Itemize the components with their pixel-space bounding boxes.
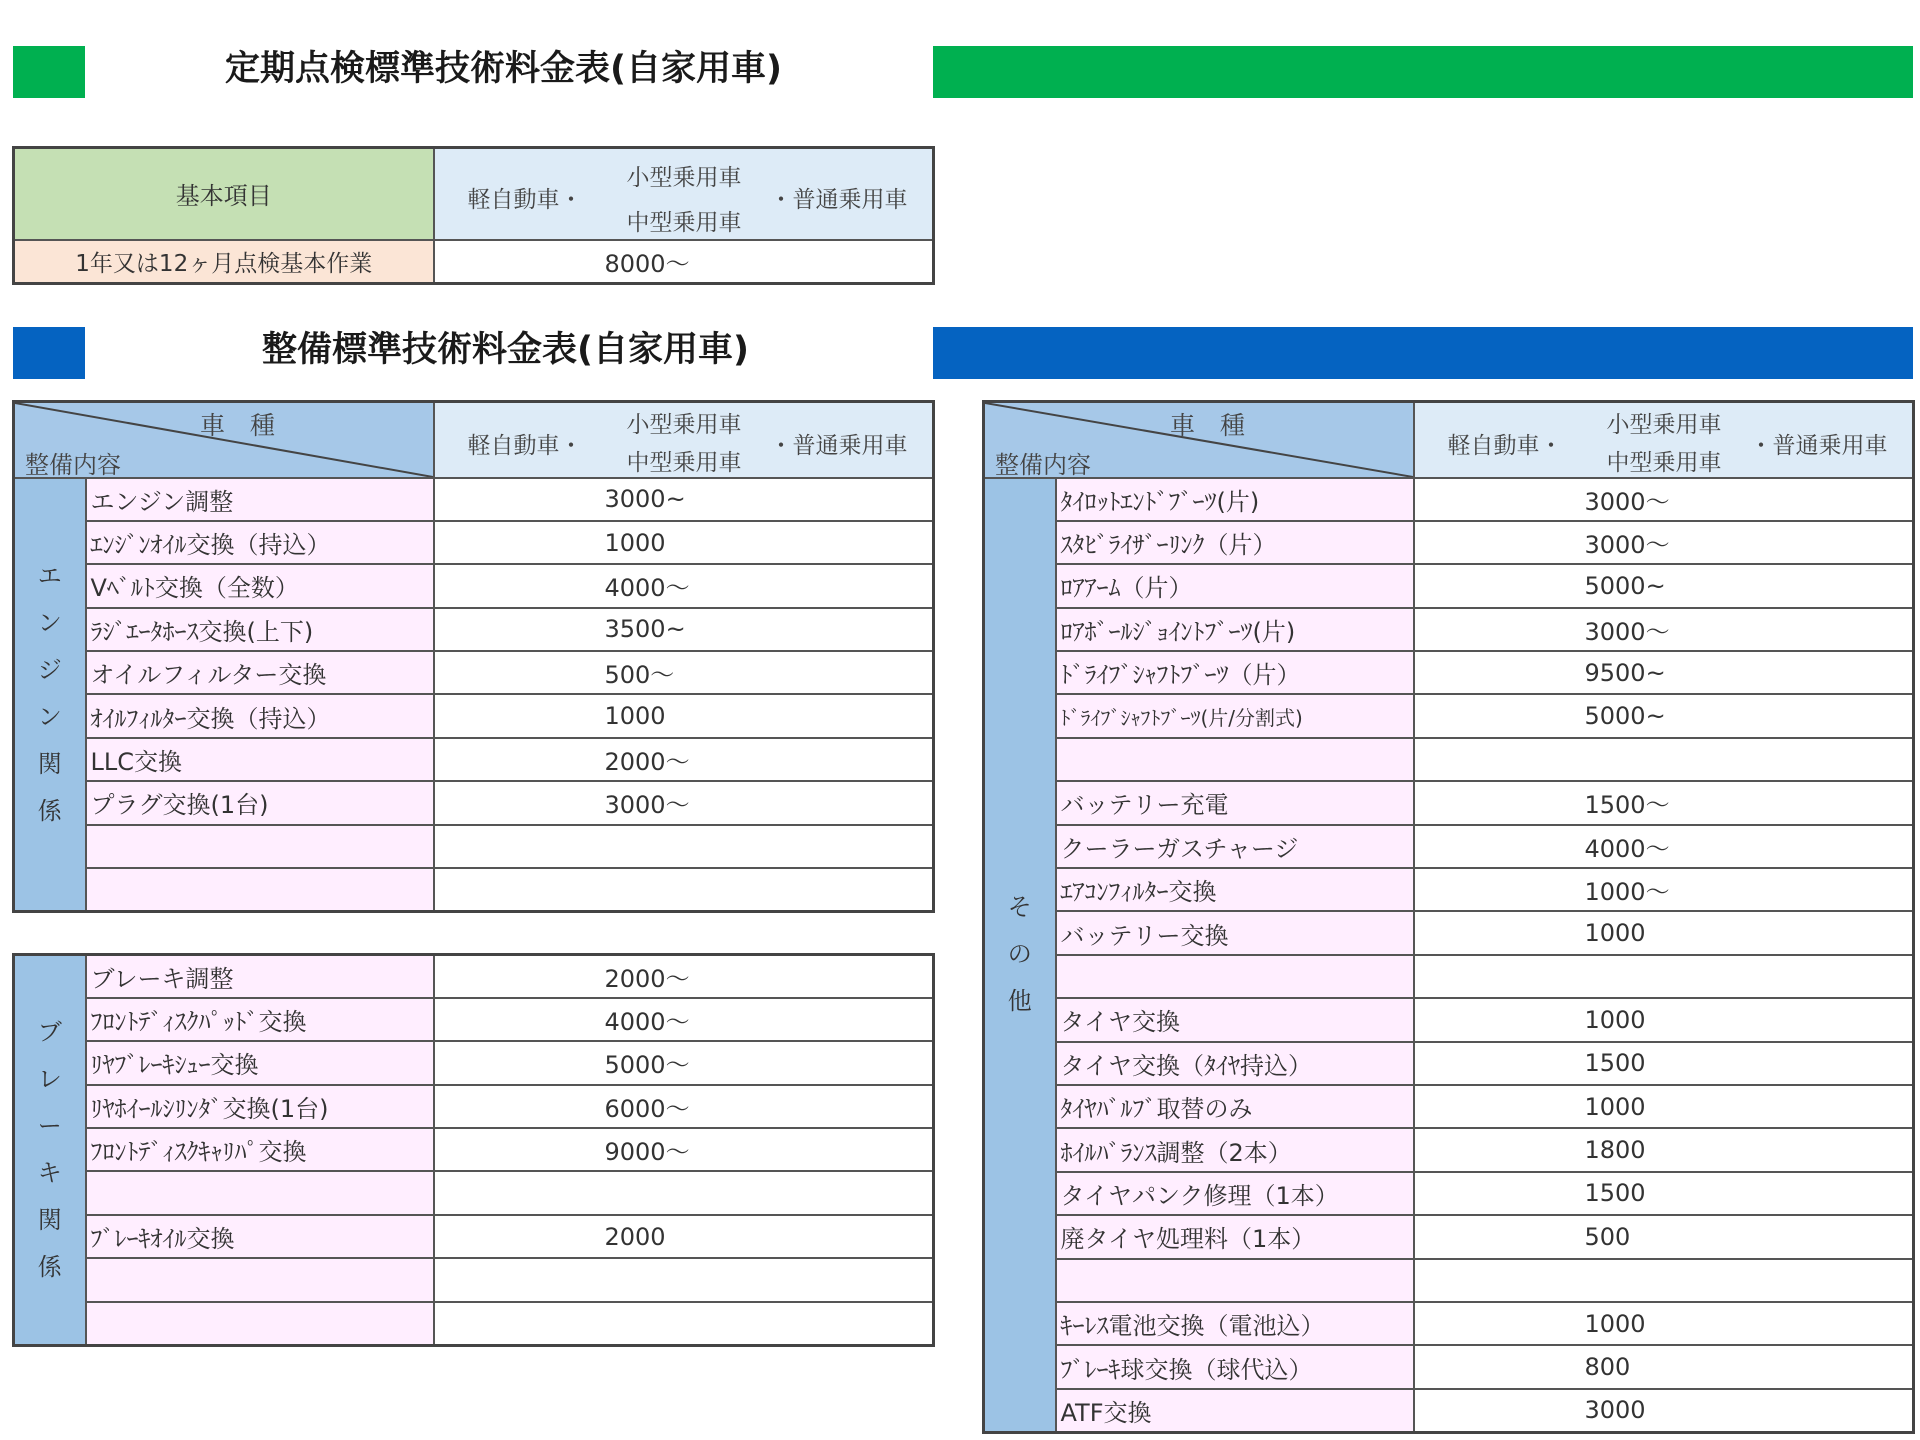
col-light: 軽自動車・ <box>467 187 583 213</box>
col-small: 小型乗用車 <box>626 412 742 438</box>
table-row-price: 1000～ <box>1414 868 1914 911</box>
table-row-item <box>86 1171 434 1214</box>
table-row-item: ﾛｱｱｰﾑ（片） <box>1056 564 1414 607</box>
table-row-item: ﾘﾔﾎｲｰﾙｼﾘﾝﾀﾞ交換(1台) <box>86 1085 434 1128</box>
col-mid: 中型乗用車 <box>626 210 742 236</box>
col-small: 小型乗用車 <box>1606 412 1722 438</box>
other-vehicle-class-header <box>1414 402 1914 478</box>
table-row-price <box>434 825 934 868</box>
brake-category <box>14 955 86 1346</box>
table-row-item: バッテリー交換 <box>1056 911 1414 954</box>
table-row-item: ﾌﾛﾝﾄﾃﾞｨｽｸｷｬﾘﾊﾟ交換 <box>86 1128 434 1171</box>
section2-bar <box>933 327 1913 379</box>
table-row-item: ﾛｱﾎﾞｰﾙｼﾞｮｲﾝﾄﾌﾞｰﾂ(片) <box>1056 608 1414 651</box>
table-row-price <box>434 1302 934 1345</box>
table-row-price: 1000 <box>1414 998 1914 1041</box>
table-row-item: バッテリー充電 <box>1056 781 1414 824</box>
table-row-price: 1000 <box>1414 911 1914 954</box>
table-row-price: 500～ <box>434 651 934 694</box>
col-light: 軽自動車・ <box>467 433 583 459</box>
table-row-price: 3000～ <box>1414 521 1914 564</box>
other-table <box>982 400 1915 1434</box>
inspection-table <box>12 146 935 285</box>
table-row-price: 5000~ <box>1414 564 1914 607</box>
table-row-item: ｽﾀﾋﾞﾗｲｻﾞｰﾘﾝｸ（片） <box>1056 521 1414 564</box>
header-content: 整備内容 <box>25 451 121 478</box>
table-row-item <box>1056 955 1414 998</box>
table-row-item: ﾌﾞﾚｰｷｵｲﾙ交換 <box>86 1215 434 1258</box>
col-mid: 中型乗用車 <box>626 450 742 476</box>
section1-marker <box>13 46 85 98</box>
table-row-item <box>86 825 434 868</box>
table-row-item: エンジン調整 <box>86 478 434 521</box>
table-row-item: ATF交換 <box>1056 1389 1414 1432</box>
table-row-price: 9500~ <box>1414 651 1914 694</box>
engine-vehicle-class-header <box>434 402 934 478</box>
col-normal: ・普通乗用車 <box>1749 433 1888 459</box>
table-row-item: ｵｲﾙﾌｨﾙﾀｰ交換（持込） <box>86 694 434 737</box>
maintenance-title: 整備標準技術料金表(自家用車) <box>262 330 749 370</box>
table-row-item <box>1056 738 1414 781</box>
inspection-title: 定期点検標準技術料金表(自家用車) <box>225 49 782 89</box>
table-row-price: 3500~ <box>434 608 934 651</box>
table-row-item: ﾘﾔﾌﾞﾚｰｷｼｭｰ交換 <box>86 1041 434 1084</box>
table-row-price <box>1414 1259 1914 1302</box>
table-row-item <box>86 1302 434 1345</box>
col-mid: 中型乗用車 <box>1606 450 1722 476</box>
col-light: 軽自動車・ <box>1447 433 1563 459</box>
table-row-price: 1000 <box>1414 1085 1914 1128</box>
vehicle-class-header <box>434 148 934 240</box>
table-row-item: タイヤ交換 <box>1056 998 1414 1041</box>
table-row-item <box>1056 1259 1414 1302</box>
section1-bar <box>933 46 1913 98</box>
col-normal: ・普通乗用車 <box>769 433 908 459</box>
other-category <box>984 478 1056 1433</box>
table-row-price: 1500～ <box>1414 781 1914 824</box>
header-vehicle: 車 種 <box>200 411 276 440</box>
table-row-price <box>434 1171 934 1214</box>
table-row-price <box>1414 738 1914 781</box>
table-row-price <box>1414 955 1914 998</box>
table-row-price <box>434 868 934 911</box>
table-row-price: 2000～ <box>434 955 934 998</box>
table-row-price: 2000～ <box>434 738 934 781</box>
table-row-item: ブレーキ調整 <box>86 955 434 998</box>
basic-item-header: 基本項目 <box>14 148 434 240</box>
table-row-item: プラグ交換(1台) <box>86 781 434 824</box>
section2-marker <box>13 327 85 379</box>
table-row-price: 1000 <box>434 521 934 564</box>
brake-table <box>12 953 935 1347</box>
engine-category-label: エンジン関係 <box>37 562 62 826</box>
engine-table <box>12 400 935 913</box>
col-normal: ・普通乗用車 <box>769 187 908 213</box>
header-vehicle: 車 種 <box>1170 411 1246 440</box>
table-row-price: 9000～ <box>434 1128 934 1171</box>
table-row-item: ｷｰﾚｽ電池交換（電池込） <box>1056 1302 1414 1345</box>
table-row-item: 廃タイヤ処理料（1本） <box>1056 1215 1414 1258</box>
basic-row-price: 8000～ <box>434 240 934 284</box>
table-row-price <box>434 1258 934 1301</box>
engine-table-header <box>14 402 434 478</box>
col-small: 小型乗用車 <box>626 165 742 191</box>
table-row-item: Vﾍﾞﾙﾄ交換（全数） <box>86 564 434 607</box>
table-row-price: 3000～ <box>1414 608 1914 651</box>
table-row-item: ﾀｲﾛｯﾄｴﾝﾄﾞﾌﾞｰﾂ(片) <box>1056 478 1414 521</box>
table-row-item: ﾌﾞﾚｰｷ球交換（球代込） <box>1056 1345 1414 1388</box>
table-row-price: 4000～ <box>434 564 934 607</box>
table-row-item: タイヤパンク修理（1本） <box>1056 1172 1414 1215</box>
table-row-price: 1000 <box>434 694 934 737</box>
table-row-item <box>86 1258 434 1301</box>
table-row-price: 1500 <box>1414 1172 1914 1215</box>
table-row-item: ﾎｲﾙﾊﾞﾗﾝｽ調整（2本） <box>1056 1128 1414 1171</box>
table-row-price: 3000～ <box>1414 478 1914 521</box>
table-row-item: オイルフィルター交換 <box>86 651 434 694</box>
engine-category <box>14 478 86 912</box>
basic-row-label: 1年又は12ヶ月点検基本作業 <box>14 240 434 284</box>
table-row-price: 3000~ <box>434 478 934 521</box>
table-row-price: 1000 <box>1414 1302 1914 1345</box>
table-row-price: 5000~ <box>1414 694 1914 737</box>
header-content: 整備内容 <box>995 451 1091 478</box>
table-row-item <box>86 868 434 911</box>
brake-category-label: ブレーキ関係 <box>37 1017 62 1281</box>
table-row-price: 1800 <box>1414 1128 1914 1171</box>
table-row-price: 4000～ <box>434 998 934 1041</box>
table-row-item: タイヤ交換（ﾀｲﾔ持込） <box>1056 1042 1414 1085</box>
table-row-price: 5000～ <box>434 1041 934 1084</box>
table-row-item: ﾌﾛﾝﾄﾃﾞｨｽｸﾊﾟｯﾄﾞ交換 <box>86 998 434 1041</box>
table-row-item: ｴﾝｼﾞﾝｵｲﾙ交換（持込） <box>86 521 434 564</box>
table-row-price: 3000 <box>1414 1389 1914 1432</box>
other-category-label: その他 <box>1007 893 1032 1016</box>
table-row-item: ﾄﾞﾗｲﾌﾞｼｬﾌﾄﾌﾞｰﾂ（片） <box>1056 651 1414 694</box>
table-row-price: 4000～ <box>1414 825 1914 868</box>
table-row-price: 2000 <box>434 1215 934 1258</box>
table-row-price: 1500 <box>1414 1042 1914 1085</box>
other-table-header <box>984 402 1414 478</box>
table-row-item: ﾄﾞﾗｲﾌﾞｼｬﾌﾄﾌﾞｰﾂ(片/分割式) <box>1056 694 1414 737</box>
table-row-item: ﾗｼﾞｴｰﾀﾎｰｽ交換(上下) <box>86 608 434 651</box>
table-row-item: ﾀｲﾔﾊﾞﾙﾌﾞ取替のみ <box>1056 1085 1414 1128</box>
table-row-price: 500 <box>1414 1215 1914 1258</box>
table-row-item: クーラーガスチャージ <box>1056 825 1414 868</box>
table-row-item: LLC交換 <box>86 738 434 781</box>
table-row-item: ｴｱｺﾝﾌｨﾙﾀｰ交換 <box>1056 868 1414 911</box>
table-row-price: 800 <box>1414 1345 1914 1388</box>
table-row-price: 3000～ <box>434 781 934 824</box>
table-row-price: 6000～ <box>434 1085 934 1128</box>
